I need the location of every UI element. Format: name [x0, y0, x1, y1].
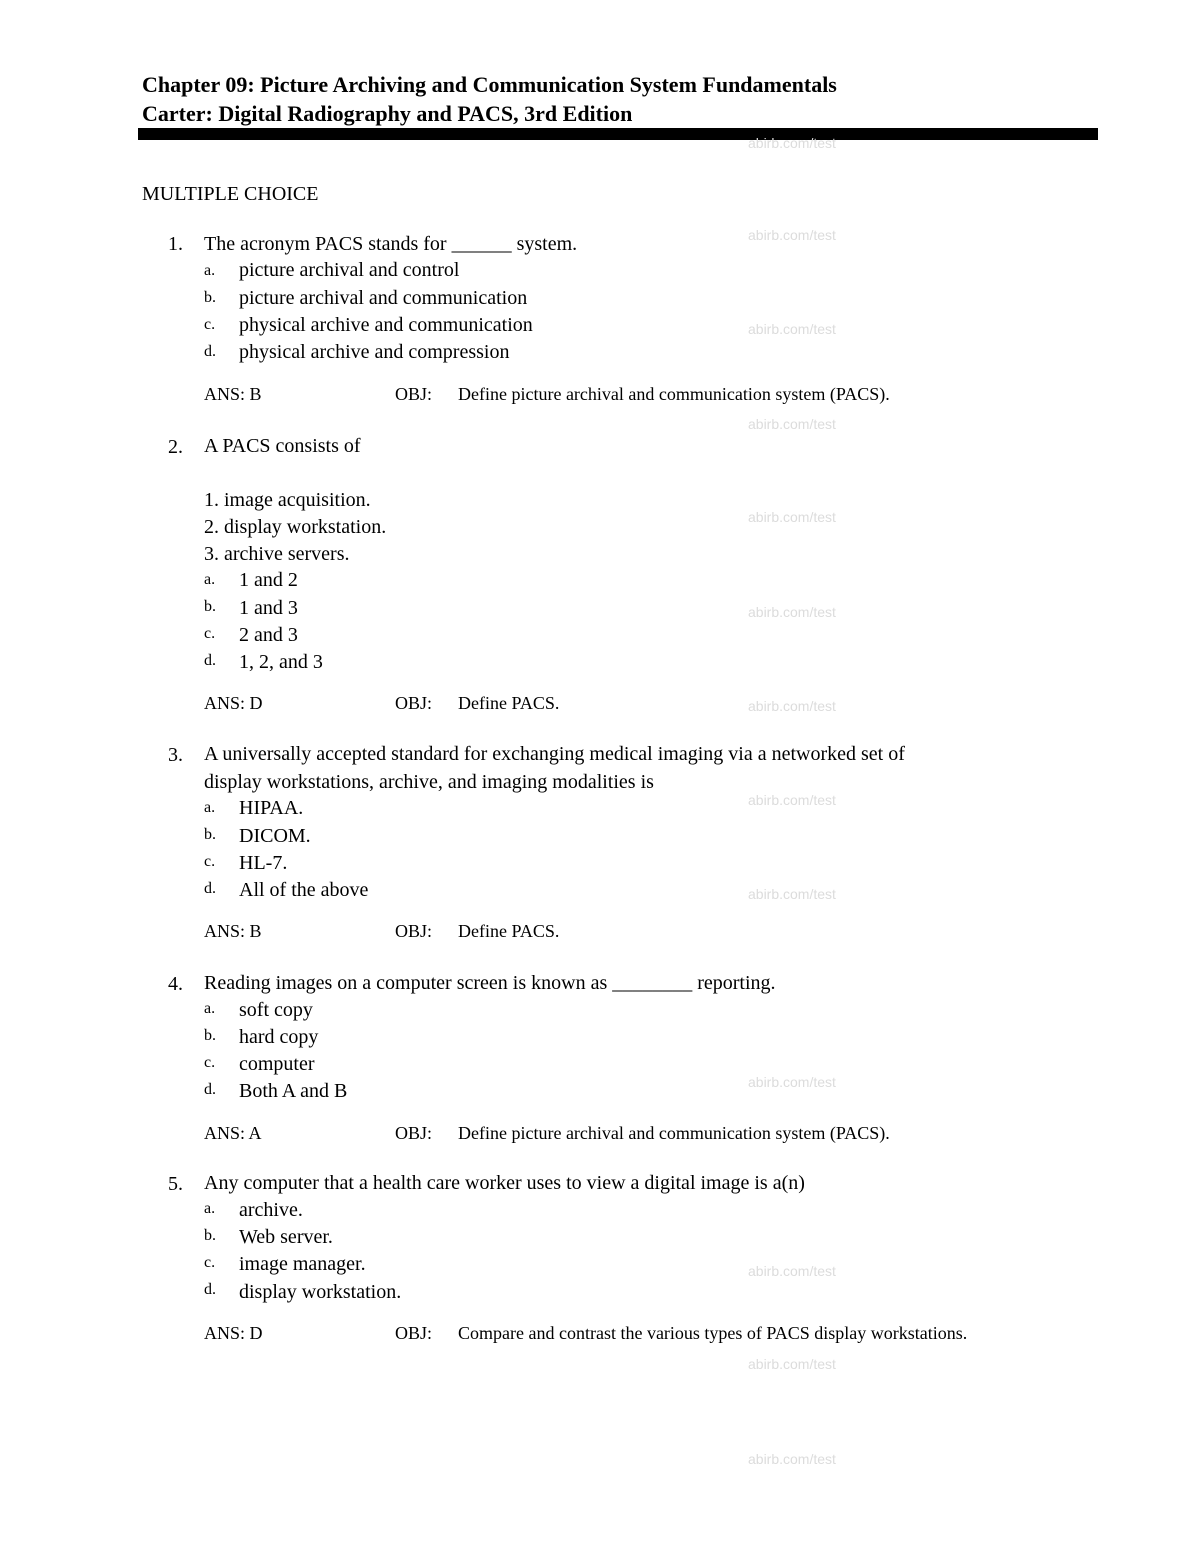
option-letter: a. — [204, 799, 216, 816]
objective-text: Define PACS. — [458, 693, 560, 713]
option-letter: d. — [204, 1081, 216, 1098]
option-letter: c. — [204, 1254, 216, 1271]
section-title: MULTIPLE CHOICE — [142, 183, 319, 205]
objective-label: OBJ: — [395, 1323, 433, 1343]
objective-label: OBJ: — [395, 693, 433, 713]
question-stem: The acronym PACS stands for ______ system. — [204, 233, 578, 255]
option-text: Web server. — [239, 1226, 333, 1248]
question-number: 3. — [168, 744, 183, 766]
objective-text: Define picture archival and communication system (PACS). — [458, 1123, 890, 1143]
watermark: abirb.com/test — [748, 1356, 836, 1372]
objective-text: Define PACS. — [458, 921, 560, 941]
question-number: 4. — [168, 973, 183, 995]
option-letter: c. — [204, 1054, 216, 1071]
watermark: abirb.com/test — [748, 416, 836, 432]
question-stem: A PACS consists of — [204, 435, 361, 457]
option-text: HIPAA. — [239, 797, 304, 819]
option-letter: b. — [204, 598, 216, 615]
option-text: picture archival and control — [239, 259, 460, 281]
option-text: display workstation. — [239, 1281, 402, 1303]
watermark: abirb.com/test — [748, 1451, 836, 1467]
watermark: abirb.com/test — [748, 1263, 836, 1279]
objective-label: OBJ: — [395, 921, 433, 941]
option-text: soft copy — [239, 999, 313, 1021]
option-text: 1 and 3 — [239, 597, 298, 619]
option-letter: d. — [204, 880, 216, 897]
option-text: physical archive and communication — [239, 314, 533, 336]
option-text: picture archival and communication — [239, 287, 528, 309]
question-stem-line: A universally accepted standard for exchanging medical imaging via a networked set of — [204, 743, 905, 765]
option-letter: a. — [204, 262, 216, 279]
question-stem-line: display workstations, archive, and imaging modalities is — [204, 771, 654, 793]
answer-label: ANS: D — [204, 693, 263, 713]
option-letter: a. — [204, 1200, 216, 1217]
option-letter: b. — [204, 826, 216, 843]
option-text: computer — [239, 1053, 315, 1075]
question-number: 1. — [168, 233, 183, 255]
question-number: 2. — [168, 436, 183, 458]
question-stem: Reading images on a computer screen is known as ________ reporting. — [204, 972, 776, 994]
answer-label: ANS: B — [204, 384, 262, 404]
header-rule — [138, 128, 1098, 140]
option-letter: b. — [204, 1227, 216, 1244]
answer-label: ANS: A — [204, 1123, 262, 1143]
question-stem: Any computer that a health care worker uses to view a digital image is a(n) — [204, 1172, 805, 1194]
watermark: abirb.com/test — [748, 604, 836, 620]
watermark: abirb.com/test — [748, 227, 836, 243]
option-letter: d. — [204, 652, 216, 669]
objective-text: Compare and contrast the various types of PACS display workstations. — [458, 1323, 968, 1343]
question-number: 5. — [168, 1173, 183, 1195]
watermark: abirb.com/test — [748, 1074, 836, 1090]
watermark: abirb.com/test — [748, 509, 836, 525]
option-letter: b. — [204, 289, 216, 306]
option-letter: d. — [204, 1281, 216, 1298]
option-text: All of the above — [239, 879, 369, 901]
option-text: image manager. — [239, 1253, 366, 1275]
option-text: DICOM. — [239, 825, 311, 847]
option-letter: a. — [204, 1000, 216, 1017]
option-text: archive. — [239, 1199, 303, 1221]
sub-item: 2. display workstation. — [204, 516, 387, 538]
option-letter: c. — [204, 853, 216, 870]
option-text: 1 and 2 — [239, 569, 298, 591]
option-letter: d. — [204, 343, 216, 360]
option-text: Both A and B — [239, 1080, 348, 1102]
option-letter: b. — [204, 1027, 216, 1044]
option-letter: a. — [204, 571, 216, 588]
option-text: hard copy — [239, 1026, 319, 1048]
watermark: abirb.com/test — [748, 135, 836, 151]
option-letter: c. — [204, 316, 216, 333]
option-text: HL-7. — [239, 852, 288, 874]
answer-label: ANS: D — [204, 1323, 263, 1343]
watermark: abirb.com/test — [748, 698, 836, 714]
objective-text: Define picture archival and communication system (PACS). — [458, 384, 890, 404]
objective-label: OBJ: — [395, 1123, 433, 1143]
watermark: abirb.com/test — [748, 792, 836, 808]
chapter-title: Chapter 09: Picture Archiving and Communication System Fundamentals — [142, 72, 837, 97]
option-text: 1, 2, and 3 — [239, 651, 323, 673]
watermark: abirb.com/test — [748, 321, 836, 337]
option-text: physical archive and compression — [239, 341, 510, 363]
watermark: abirb.com/test — [748, 886, 836, 902]
sub-item: 1. image acquisition. — [204, 489, 371, 511]
book-title: Carter: Digital Radiography and PACS, 3rd Edition — [142, 101, 633, 126]
objective-label: OBJ: — [395, 384, 433, 404]
sub-item: 3. archive servers. — [204, 543, 350, 565]
option-text: 2 and 3 — [239, 624, 298, 646]
option-letter: c. — [204, 625, 216, 642]
answer-label: ANS: B — [204, 921, 262, 941]
